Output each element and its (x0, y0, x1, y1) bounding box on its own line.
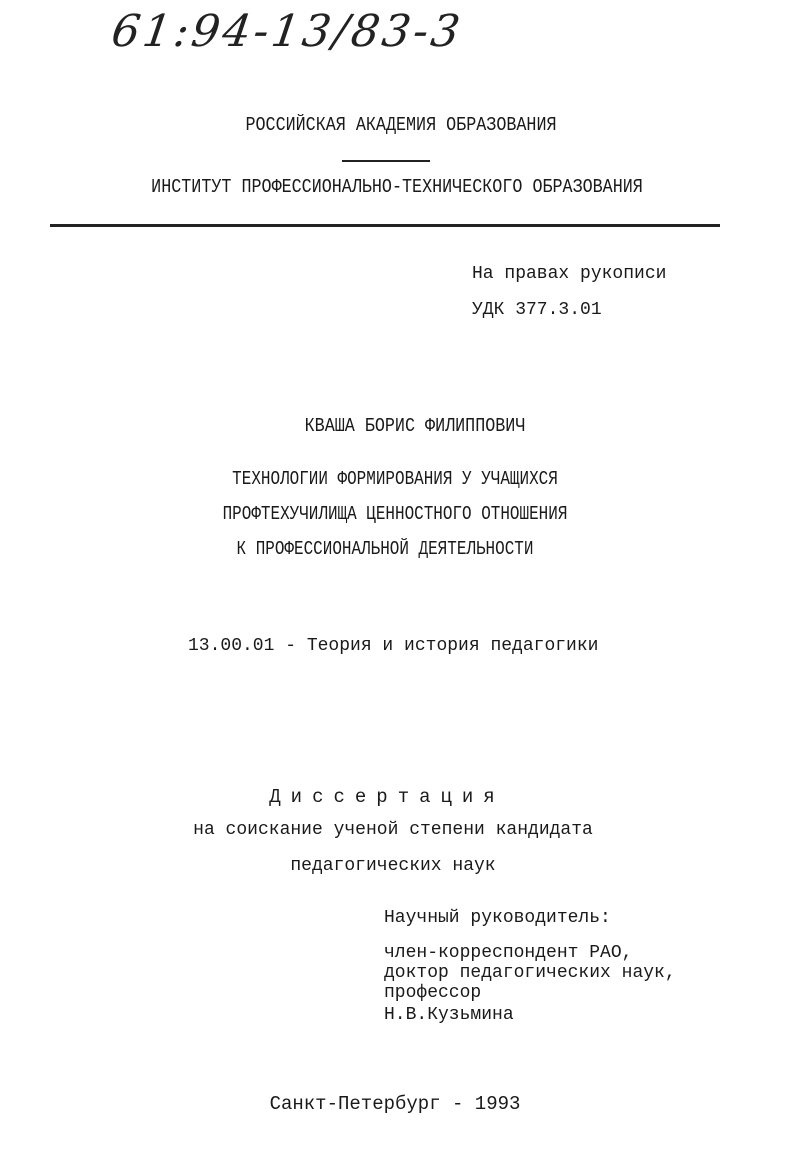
title-line: ТЕХНОЛОГИИ ФОРМИРОВАНИЯ У УЧАЩИХСЯ (232, 468, 558, 490)
institute-name: ИНСТИТУТ ПРОФЕССИОНАЛЬНО-ТЕХНИЧЕСКОГО ОБРАЗОВАНИЯ (151, 176, 643, 198)
degree-field: педагогических наук (290, 856, 496, 876)
advisor-credential-line: доктор педагогических наук, (384, 963, 676, 983)
dissertation-heading: Диссертация (269, 786, 505, 808)
advisor-name: Н.В.Кузьмина (384, 1005, 514, 1025)
city-year: Санкт-Петербург - 1993 (269, 1093, 521, 1115)
specialty-code: 13.00.01 - Теория и история педагогики (188, 636, 599, 656)
title-line: К ПРОФЕССИОНАЛЬНОЙ ДЕЯТЕЛЬНОСТИ (236, 538, 534, 560)
title-line: ПРОФТЕХУЧИЛИЩА ЦЕННОСТНОГО ОТНОШЕНИЯ (222, 503, 568, 525)
degree-line: на соискание ученой степени кандидата (193, 820, 593, 840)
advisor-credentials (384, 943, 676, 1003)
handwritten-catalog-code: 61:94-13/83-3 (108, 6, 466, 57)
advisor-heading: Научный руководитель: (384, 908, 611, 928)
advisor-credential-line: член-корреспондент РАО, (384, 943, 633, 963)
manuscript-rights: На правах рукописи (472, 264, 667, 284)
short-divider (342, 160, 430, 162)
academy-name: РОССИЙСКАЯ АКАДЕМИЯ ОБРАЗОВАНИЯ (245, 114, 557, 136)
advisor-credential-line: профессор (384, 983, 482, 1003)
udk-code: УДК 377.3.01 (472, 300, 602, 320)
author-name: КВАША БОРИС ФИЛИППОВИЧ (304, 415, 526, 437)
header-divider (50, 224, 720, 227)
